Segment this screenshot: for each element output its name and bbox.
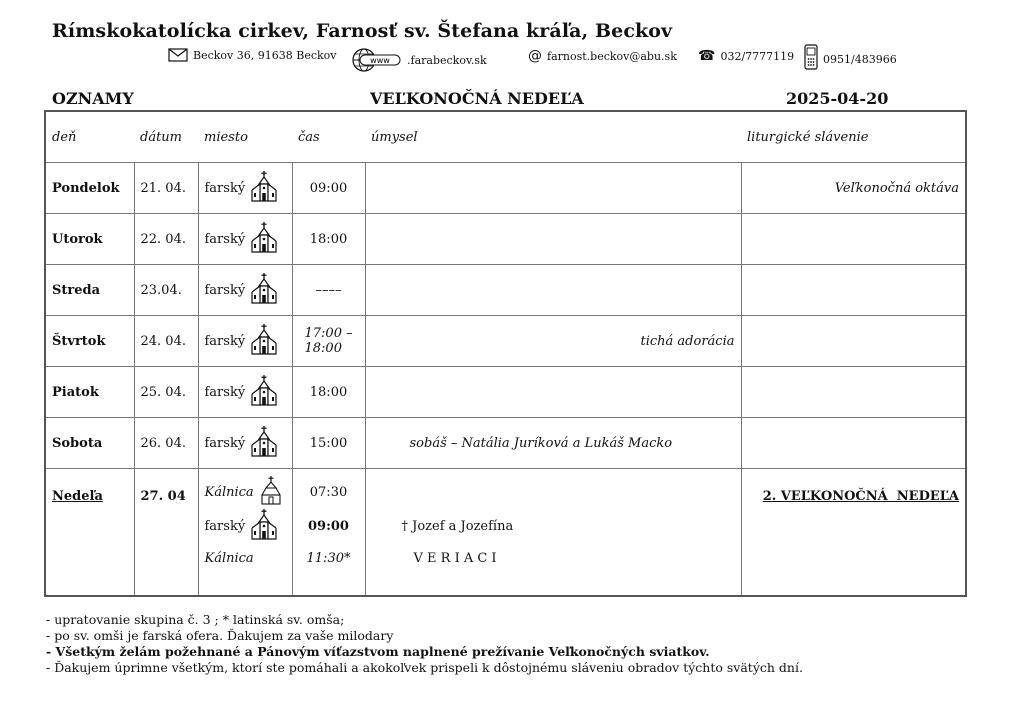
date-cell: 26. 04. <box>134 418 198 469</box>
contact-mobile <box>804 44 897 70</box>
day-cell <box>45 469 134 597</box>
intention-cell: sobáš – Natália Juríková a Lukáš Macko <box>365 418 741 469</box>
note-line: - upratovanie skupina č. 3 ; * latinská sv. omša; <box>46 612 345 627</box>
envelope-icon <box>168 48 188 62</box>
date-cell: 25. 04. <box>134 367 198 418</box>
day-cell: Streda <box>45 265 134 316</box>
telephone-icon: ☎ <box>698 48 716 64</box>
sunday-time-1: 07:30 <box>309 484 348 500</box>
place-label: farský <box>204 435 246 451</box>
liturgy-cell <box>741 367 966 418</box>
notes-section <box>46 612 803 676</box>
web-text[interactable]: .farabeckov.sk <box>407 53 487 67</box>
table-row <box>45 316 966 367</box>
place-cell <box>198 418 292 469</box>
church-icon <box>251 272 277 308</box>
liturgy-cell <box>741 469 966 597</box>
table-row <box>45 214 966 265</box>
contact-email[interactable] <box>528 48 677 64</box>
place-label: farský <box>204 180 246 196</box>
email-text[interactable]: farnost.beckov@abu.sk <box>547 49 677 63</box>
table-row <box>45 418 966 469</box>
time-cell: 15:00 <box>292 418 365 469</box>
day-cell: Štvrtok <box>45 316 134 367</box>
column-intention: úmysel <box>365 111 741 163</box>
day-cell: Pondelok <box>45 163 134 214</box>
schedule-table <box>44 110 967 597</box>
sunday-day-label: Nedeľa <box>52 488 103 504</box>
place-label: farský <box>204 231 246 247</box>
date-cell <box>134 469 198 597</box>
parish-title: Rímskokatolícka cirkev, Farnosť sv. Štefana kráľa, Beckov <box>52 20 673 42</box>
sunday-place-2 <box>205 509 286 543</box>
place-cell <box>198 163 292 214</box>
column-header-row <box>45 111 966 163</box>
place-label: farský <box>204 518 246 534</box>
mobile-phone-icon <box>804 44 818 70</box>
church-icon <box>251 170 277 206</box>
mobile-text: 0951/483966 <box>823 52 897 66</box>
church-icon <box>251 323 277 359</box>
note-line: - Všetkým želám požehnané a Pánovým víťazstvom naplnené prežívanie Veľkonočných sviatkov. <box>46 644 710 659</box>
sunday-date-label: 27. 04 <box>140 488 186 504</box>
heading-date: 2025-04-20 <box>786 89 889 108</box>
table-row <box>45 367 966 418</box>
day-cell: Sobota <box>45 418 134 469</box>
time-cell: 17:00 – 18:00 <box>292 316 365 367</box>
time-cell: 18:00 <box>292 214 365 265</box>
table-row <box>45 163 966 214</box>
heading-announcements: OZNAMY <box>52 89 134 108</box>
column-date: dátum <box>134 111 198 163</box>
place-label: farský <box>204 384 246 400</box>
intention-cell <box>365 163 741 214</box>
church-icon <box>251 374 277 410</box>
column-time: čas <box>292 111 365 163</box>
sunday-intention-3: V E R I A C I <box>413 550 497 566</box>
time-cell: –––– <box>292 265 365 316</box>
column-day: deň <box>45 111 134 163</box>
time-cell <box>292 469 365 597</box>
heading-feast: VEĽKONOČNÁ NEDEĽA <box>370 89 584 108</box>
sunday-place-3 <box>205 543 286 573</box>
intention-cell <box>365 214 741 265</box>
contact-bar <box>0 48 1024 72</box>
intention-cell: tichá adorácia <box>365 316 741 367</box>
time-cell: 09:00 <box>292 163 365 214</box>
date-cell: 22. 04. <box>134 214 198 265</box>
phone-text: 032/7777119 <box>720 49 795 63</box>
place-cell <box>198 316 292 367</box>
intention-cell <box>365 367 741 418</box>
place-label: Kálnica <box>204 550 254 566</box>
globe-icon <box>352 48 402 72</box>
at-icon: @ <box>528 48 542 64</box>
church-icon <box>251 508 277 544</box>
place-cell <box>198 265 292 316</box>
liturgy-cell: Veľkonočná oktáva <box>741 163 966 214</box>
sunday-place-1 <box>205 475 286 509</box>
place-cell <box>198 469 292 597</box>
date-cell: 21. 04. <box>134 163 198 214</box>
sunday-time-2: 09:00 <box>308 518 349 534</box>
intention-cell <box>365 265 741 316</box>
liturgy-cell <box>741 316 966 367</box>
contact-phone <box>698 48 794 64</box>
table-row <box>45 265 966 316</box>
liturgy-cell <box>741 214 966 265</box>
www-label: www <box>370 56 390 65</box>
note-line: - Ďakujem úprimne všetkým, ktorí ste pomáhali a akokoľvek prispeli k dôstojnému sláveniu obradov týchto svätých dní. <box>46 660 803 675</box>
liturgy-cell <box>741 418 966 469</box>
note-line: - po sv. omši je farská ofera. Ďakujem za vaše milodary <box>46 628 394 643</box>
intention-cell <box>365 469 741 597</box>
address-text: Beckov 36, 91638 Beckov <box>193 48 337 62</box>
sunday-intention-1 <box>372 475 735 509</box>
sunday-intention-2: † Jozef a Jozefína <box>401 518 514 534</box>
sunday-liturgy-label: 2. VEĽKONOČNÁ NEDEĽA <box>762 488 959 504</box>
church-icon <box>251 425 277 461</box>
place-label: farský <box>204 282 246 298</box>
table-row-sunday <box>45 469 966 597</box>
date-cell: 23.04. <box>134 265 198 316</box>
day-cell: Piatok <box>45 367 134 418</box>
place-label: Kálnica <box>204 484 254 500</box>
date-cell: 24. 04. <box>134 316 198 367</box>
chapel-icon <box>260 475 282 509</box>
place-cell <box>198 214 292 265</box>
day-cell: Utorok <box>45 214 134 265</box>
time-cell: 18:00 <box>292 367 365 418</box>
column-liturgy: liturgické slávenie <box>741 111 966 163</box>
place-label: farský <box>204 333 246 349</box>
liturgy-cell <box>741 265 966 316</box>
place-cell <box>198 367 292 418</box>
church-icon <box>251 221 277 257</box>
sunday-time-3: 11:30* <box>306 550 351 566</box>
column-place: miesto <box>198 111 292 163</box>
contact-web[interactable] <box>352 48 487 72</box>
contact-address <box>168 48 337 62</box>
